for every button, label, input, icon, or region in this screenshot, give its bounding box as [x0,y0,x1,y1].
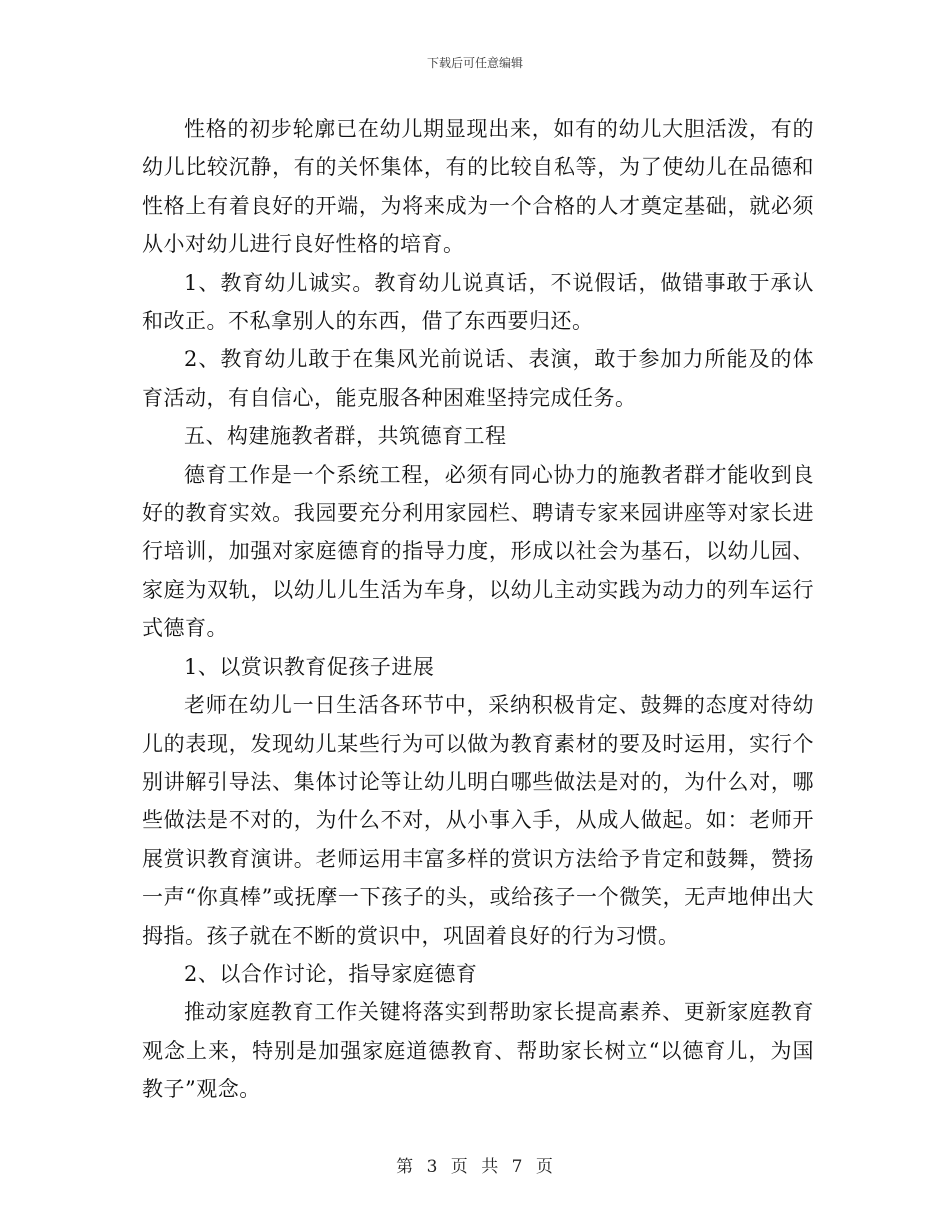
section-heading-5: 五、构建施教者群，共筑德育工程 [184,424,507,449]
paragraph-moral-project: 德育工作是一个系统工程，必须有同心协力的施教者群才能收到良好的教育实效。我园要充分利用家园栏、聘请专家来园讲座等对家长进行培训，加强对家庭德育的指导力度，形成以社会为基石，以幼儿园、家庭为双轨，以幼儿儿生活为车身，以幼儿主动实践为动力的列车运行式德育。 [142,462,814,641]
subheading-appreciation: 1、以赏识教育促孩子进展 [184,654,435,679]
paragraph-family-education: 推动家庭教育工作关键将落实到帮助家长提高素养、更新家庭教育观念上来，特别是加强家庭道德教育、帮助家长树立“以德育儿，为国教子”观念。 [142,1000,814,1102]
subheading-cooperation: 2、以合作讨论，指导家庭德育 [184,961,478,986]
paragraph-personality-intro: 性格的初步轮廓已在幼儿期显现出来，如有的幼儿大胆活泼，有的幼儿比较沉静，有的关怀集体，有的比较自私等，为了使幼儿在品德和性格上有着良好的开端，为将来成为一个合格的人才奠定基础，就必须从小对幼儿进行良好性格的培育。 [142,117,814,257]
page-header: 下载后可任意编辑 [426,56,523,70]
document-body [142,110,814,1109]
paragraph-appreciation: 老师在幼儿一日生活各环节中，采纳积极肯定、鼓舞的态度对待幼儿的表现，发现幼儿某些行为可以做为教育素材的要及时运用，实行个别讲解引导法、集体讨论等让幼儿明白哪些做法是对的，为什么对，哪些做法是不对的，为什么不对，从小事入手，从成人做起。如：老师开展赏识教育演讲。老师运用丰富多样的赏识方法给予肯定和鼓舞，赞扬一声“你真棒”或抚摩一下孩子的头，或给孩子一个微笑，无声地伸出大拇指。孩子就在不断的赏识中，巩固着良好的行为习惯。 [142,693,814,948]
page-number: 第 3 页 共 7 页 [396,1157,554,1177]
paragraph-honesty: 1、教育幼儿诚实。教育幼儿说真话，不说假话，做错事敢于承认和改正。不私拿别人的东西，借了东西要归还。 [142,270,814,334]
paragraph-confidence: 2、教育幼儿敢于在集风光前说话、表演，敢于参加力所能及的体育活动，有自信心，能克服各种困难坚持完成任务。 [142,347,814,410]
